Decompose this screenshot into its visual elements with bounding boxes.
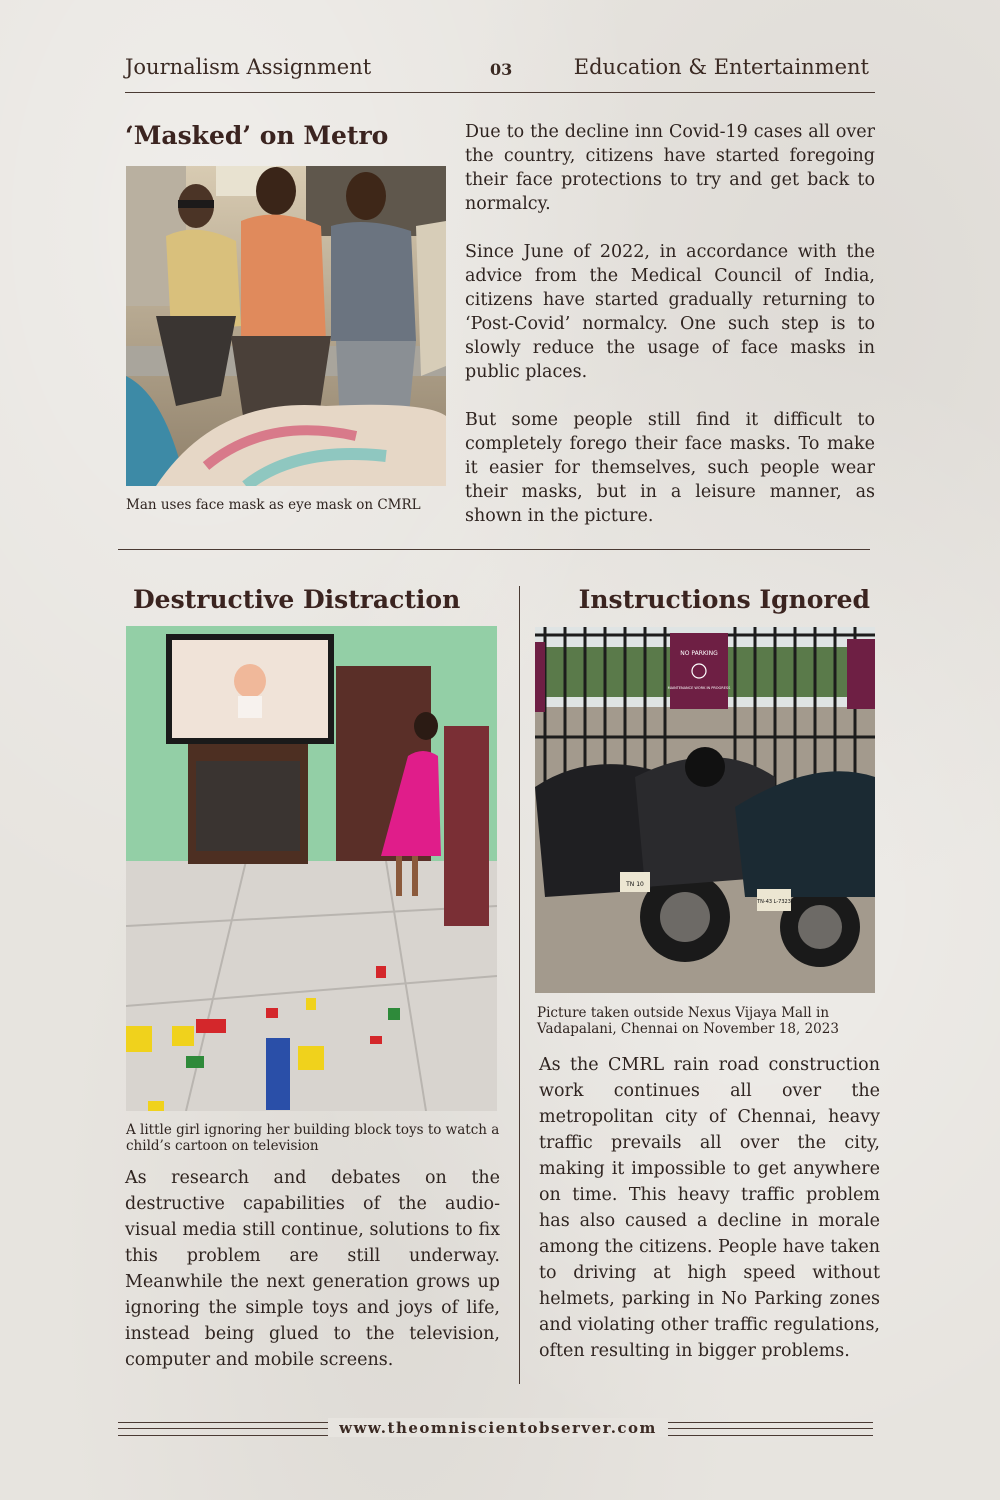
footer-url[interactable]: www.theomniscientobserver.com <box>339 1419 657 1437</box>
story-body: As the CMRL rain road construction work continues all over the metropolitan city of Chennai, heavy traffic prevails all over the city, making it impossible to get anywhere on time. This heavy traffic problem has also caused a decline in morale among the citizens. People have taken to driving at high speed without helmets, parking in No Parking zones and violating other traffic regulations, often resulting in bigger problems. <box>539 1055 880 1361</box>
paragraph: Since June of 2022, in accordance with the advice from the Medical Council of India, citizens have started gradually returning to ‘Post-Covid’ normalcy. One such step is to slowly reduce the usage of face masks in public places. <box>465 242 875 382</box>
column-divider <box>519 586 520 1384</box>
footer-rule-left <box>118 1428 328 1429</box>
header-rule <box>125 92 875 93</box>
photo-bikes-no-parking <box>535 627 875 993</box>
story-title-instructions-ignored: Instructions Ignored <box>578 585 870 614</box>
sign-text: NO PARKING <box>680 650 718 657</box>
photo-caption: Picture taken outside Nexus Vijaya Mall in Vadapalani, Chennai on November 18, 2023 <box>537 1005 839 1037</box>
paragraph: Due to the decline inn Covid-19 cases all over the country, citizens have started foregoing their face protections to try and get back to normalcy. <box>465 122 875 214</box>
section-divider <box>118 549 870 550</box>
photo-metro-passengers <box>126 166 446 486</box>
story-title-masked-on-metro: ‘Masked’ on Metro <box>125 121 389 150</box>
photo-caption: A little girl ignoring her building block toys to watch a child’s cartoon on television <box>126 1122 500 1154</box>
page-number: 03 <box>490 60 513 79</box>
sign-subtext: MAINTENANCE WORK IN PROGRESS <box>667 686 731 690</box>
section-name: Education & Entertainment <box>573 55 869 79</box>
number-plate: TN-43 L-7323 <box>757 899 791 905</box>
footer-url-wrap <box>328 1418 668 1437</box>
story-body: As research and debates on the destructive capabilities of the audio-visual media still continue, solutions to fix this problem are still underway. Meanwhile the next generation grows up ignoring the simple toys and joys of life, instead being glued to the television, computer and mobile screens. <box>125 1168 500 1370</box>
number-plate: TN 10 <box>626 881 644 888</box>
story-title-destructive-distraction: Destructive Distraction <box>133 585 461 614</box>
story-body <box>465 120 875 552</box>
footer-rule-right <box>668 1428 873 1429</box>
photo-girl-watching-tv <box>126 626 497 1111</box>
publication-name: Journalism Assignment <box>125 55 372 79</box>
paragraph: But some people still find it difficult to completely forego their face masks. To make it easier for themselves, such people wear their masks, but in a leisure manner, as shown in the picture. <box>465 410 875 526</box>
photo-caption: Man uses face mask as eye mask on CMRL <box>126 497 421 513</box>
